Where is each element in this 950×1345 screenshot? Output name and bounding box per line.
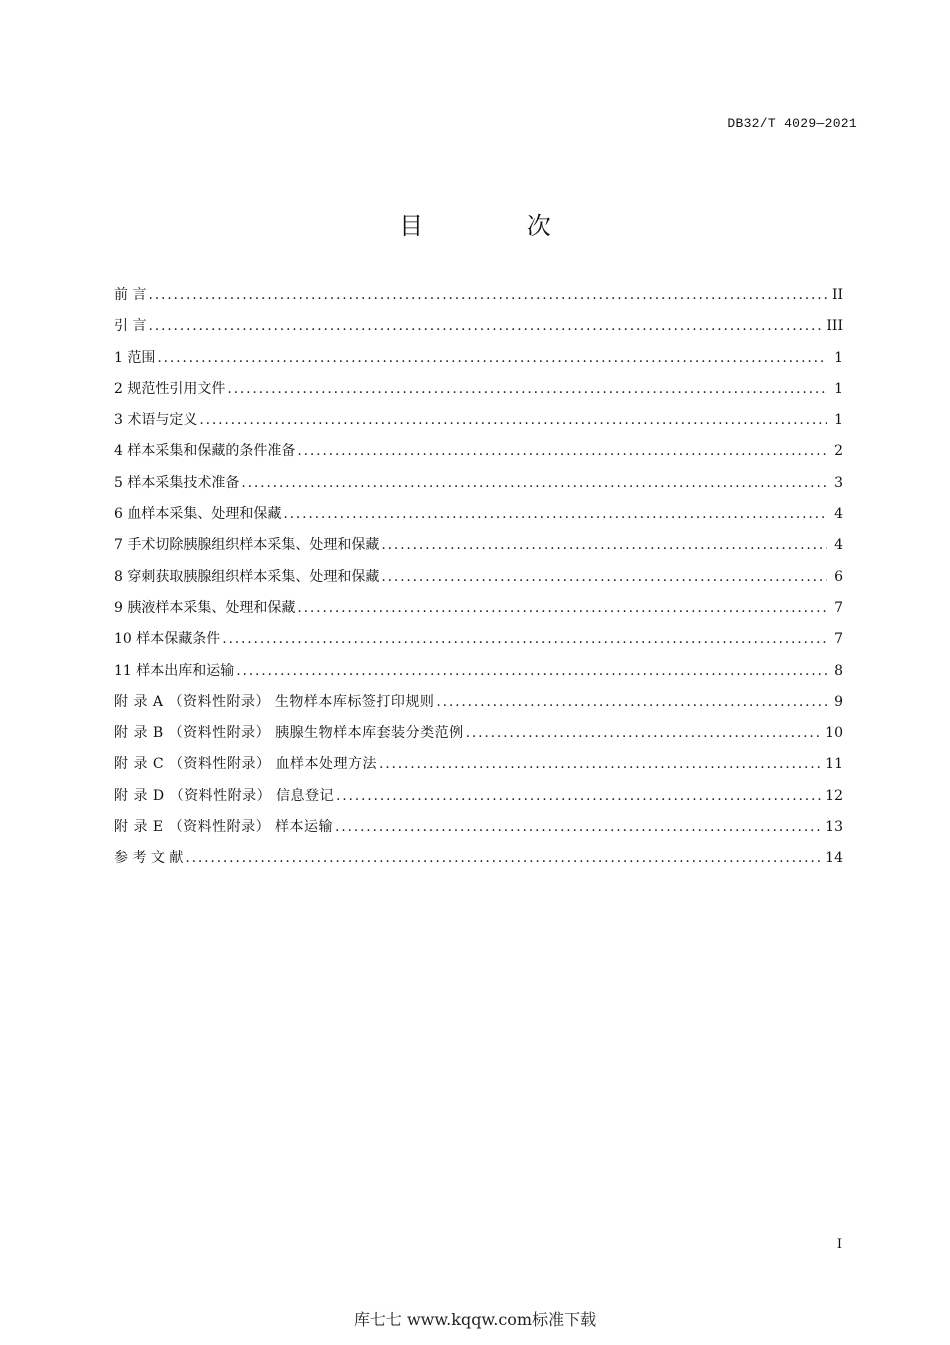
toc-entry-page: 1 <box>834 380 843 397</box>
toc-entry-page: III <box>826 318 843 335</box>
toc-entry-page: 11 <box>825 756 843 773</box>
toc-entry-page: 7 <box>834 631 843 648</box>
toc-dot-leader <box>297 443 827 459</box>
toc-entry-blood-samples[interactable] <box>114 503 843 534</box>
toc-dot-leader <box>335 819 821 835</box>
toc-entry-label: 引 言 <box>114 318 147 335</box>
toc-entry-label: 9 胰液样本采集、处理和保藏 <box>114 599 296 616</box>
toc-entry-page: 6 <box>834 568 843 585</box>
toc-entry-page: 12 <box>825 787 843 804</box>
toc-entry-storage-conditions[interactable] <box>114 628 843 659</box>
toc-entry-appendix-b[interactable] <box>114 722 843 753</box>
toc-entry-label: 11 样本出库和运输 <box>114 662 235 679</box>
toc-dot-leader <box>185 850 821 866</box>
document-code: DB32/T 4029—2021 <box>727 116 857 131</box>
toc-dot-leader <box>379 756 821 772</box>
toc-entry-label: 3 术语与定义 <box>114 412 198 429</box>
toc-entry-introduction[interactable] <box>114 315 843 346</box>
toc-entry-label: 10 样本保藏条件 <box>114 631 221 648</box>
toc-dot-leader <box>148 318 822 334</box>
table-of-contents <box>114 284 843 879</box>
toc-entry-label: 4 样本采集和保藏的条件准备 <box>114 443 296 460</box>
toc-dot-leader <box>466 725 822 741</box>
toc-entry-page: II <box>831 287 843 303</box>
toc-entry-page: 8 <box>834 662 843 679</box>
toc-entry-page: 4 <box>834 506 843 523</box>
page-number: I <box>836 1237 842 1252</box>
toc-entry-page: 1 <box>834 349 843 366</box>
toc-entry-label: 6 血样本采集、处理和保藏 <box>114 506 282 523</box>
toc-entry-page: 10 <box>825 725 843 742</box>
toc-entry-label: 附 录 A （资料性附录） 生物样本库标签打印规则 <box>114 693 435 710</box>
toc-entry-appendix-c[interactable] <box>114 753 843 784</box>
toc-entry-label: 8 穿刺获取胰腺组织样本采集、处理和保藏 <box>114 568 380 585</box>
toc-dot-leader <box>436 694 827 710</box>
toc-entry-page: 13 <box>825 819 843 836</box>
toc-entry-page: 9 <box>834 693 843 710</box>
toc-entry-preparation-conditions[interactable] <box>114 440 843 471</box>
toc-entry-label: 5 样本采集技术准备 <box>114 474 240 491</box>
toc-entry-label: 附 录 E （资料性附录） 样本运输 <box>114 819 334 836</box>
toc-entry-page: 4 <box>834 537 843 554</box>
toc-entry-page: 2 <box>834 443 843 460</box>
toc-entry-label: 附 录 B （资料性附录） 胰腺生物样本库套装分类范例 <box>114 725 464 742</box>
toc-entry-label: 1 范围 <box>114 349 156 366</box>
footer-watermark: 库七七 www.kqqw.com标准下载 <box>353 1310 597 1329</box>
toc-dot-leader <box>148 287 827 303</box>
toc-entry-surgical-tissue[interactable] <box>114 534 843 565</box>
toc-entry-label: 参 考 文 献 <box>114 850 184 867</box>
toc-entry-appendix-d[interactable] <box>114 785 843 816</box>
toc-entry-page: 7 <box>834 599 843 616</box>
toc-entry-pancreatic-fluid[interactable] <box>114 597 843 628</box>
toc-dot-leader <box>227 381 827 397</box>
toc-entry-page: 1 <box>834 412 843 429</box>
toc-dot-leader <box>157 350 827 366</box>
toc-entry-page: 14 <box>825 850 843 867</box>
toc-entry-bibliography[interactable] <box>114 847 843 878</box>
toc-entry-page: 3 <box>834 474 843 491</box>
toc-entry-label: 前 言 <box>114 287 147 303</box>
toc-dot-leader <box>336 788 821 804</box>
toc-entry-label: 7 手术切除胰腺组织样本采集、处理和保藏 <box>114 537 380 554</box>
toc-entry-label: 2 规范性引用文件 <box>114 380 226 397</box>
toc-dot-leader <box>236 663 827 679</box>
page-title: 目 次 <box>399 212 599 240</box>
toc-dot-leader <box>241 475 827 491</box>
toc-entry-collection-technique[interactable] <box>114 472 843 503</box>
toc-entry-label: 附 录 C （资料性附录） 血样本处理方法 <box>114 756 378 773</box>
toc-entry-terms-definitions[interactable] <box>114 409 843 440</box>
toc-entry-scope[interactable] <box>114 347 843 378</box>
toc-entry-foreword[interactable] <box>114 284 843 315</box>
toc-entry-outbound-transport[interactable] <box>114 660 843 691</box>
toc-entry-normative-references[interactable] <box>114 378 843 409</box>
toc-dot-leader <box>222 631 827 647</box>
toc-dot-leader <box>283 506 827 522</box>
toc-dot-leader <box>297 600 827 616</box>
toc-entry-puncture-tissue[interactable] <box>114 566 843 597</box>
toc-entry-appendix-a[interactable] <box>114 691 843 722</box>
toc-entry-appendix-e[interactable] <box>114 816 843 847</box>
toc-entry-label: 附 录 D （资料性附录） 信息登记 <box>114 787 335 804</box>
toc-dot-leader <box>381 569 827 585</box>
toc-dot-leader <box>381 537 827 553</box>
toc-dot-leader <box>199 412 827 428</box>
